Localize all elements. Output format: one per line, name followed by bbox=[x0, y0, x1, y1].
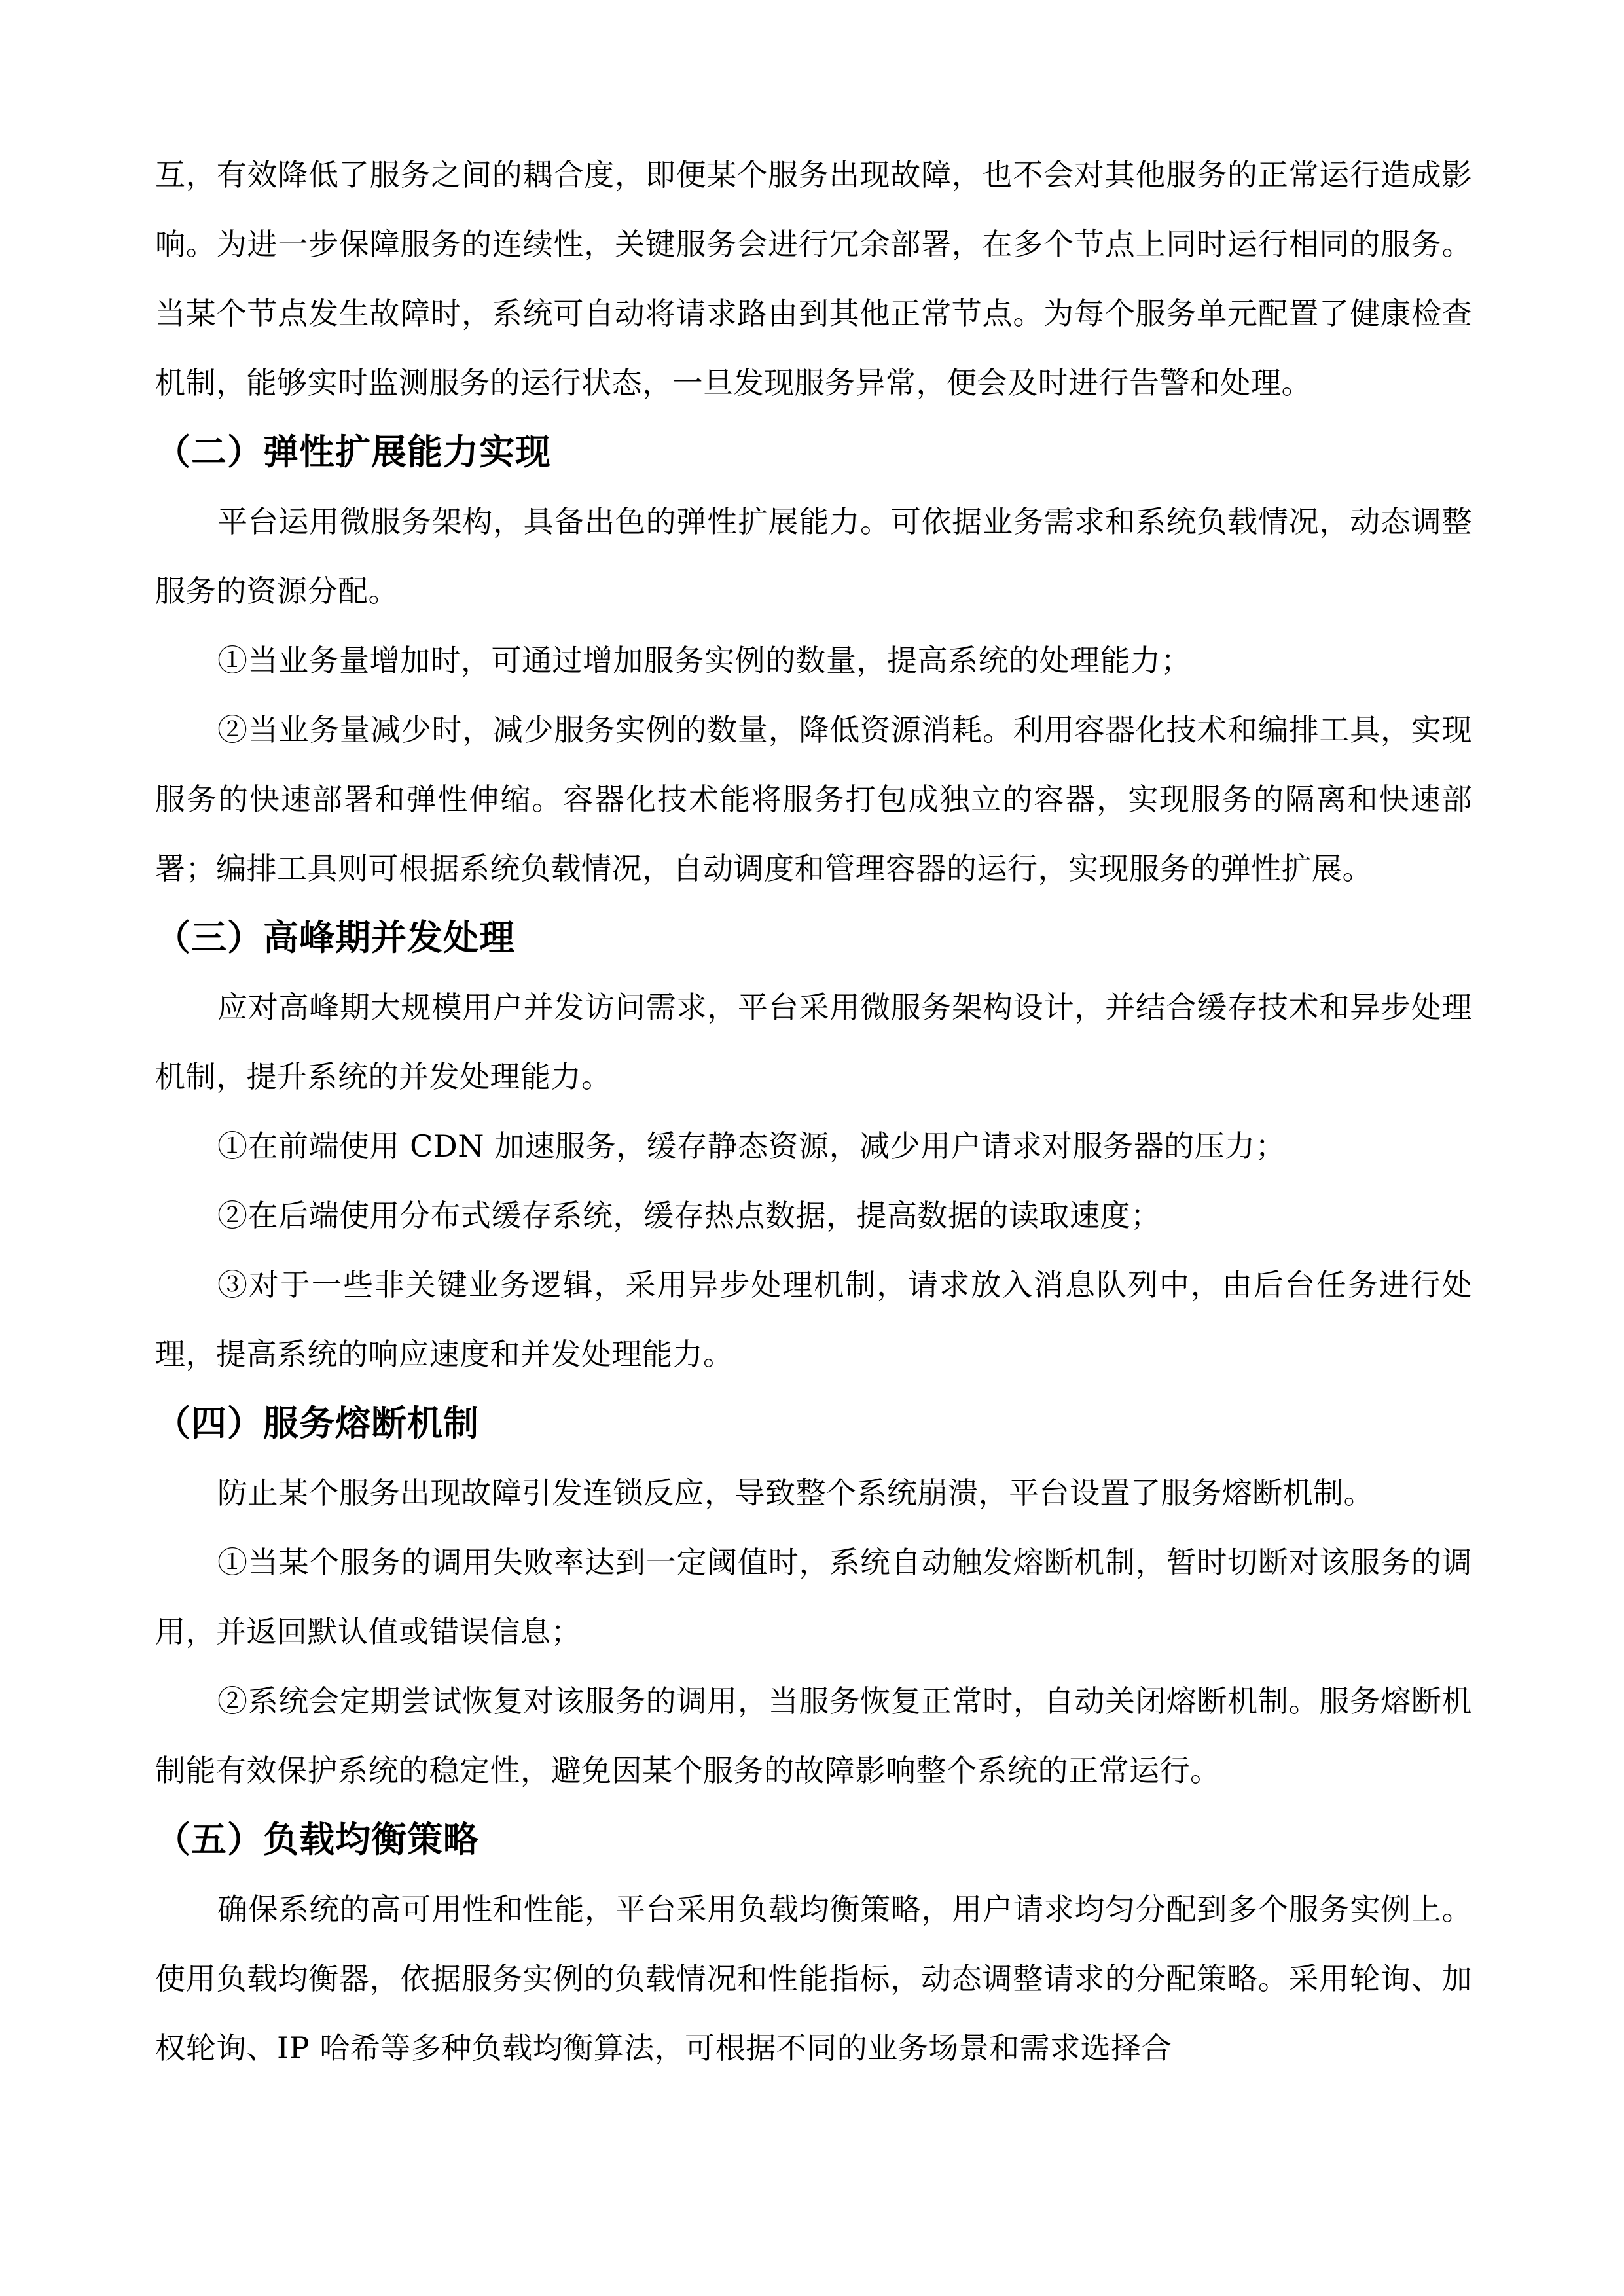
paragraph-elastic-item-1: ①当业务量增加时，可通过增加服务实例的数量，提高系统的处理能力； bbox=[217, 643, 1191, 678]
paragraph-elastic-intro: 平台运用微服务架构，具备出色的弹性扩展能力。可依据业务需求和系统负载情况，动态调整服务的资源分配。 bbox=[155, 504, 1472, 609]
section-heading-elastic-scaling: （二）弹性扩展能力实现 bbox=[155, 431, 551, 473]
paragraph-breaker-intro: 防止某个服务出现故障引发连锁反应，导致整个系统崩溃，平台设置了服务熔断机制。 bbox=[217, 1475, 1374, 1511]
paragraph-breaker-item-1: ①当某个服务的调用失败率达到一定阈值时，系统自动触发熔断机制，暂时切断对该服务的调用，并返回默认值或错误信息； bbox=[155, 1545, 1472, 1649]
section-heading-peak-concurrency: （三）高峰期并发处理 bbox=[155, 917, 515, 958]
paragraph-elastic-item-2: ②当业务量减少时，减少服务实例的数量，降低资源消耗。利用容器化技术和编排工具，实现服务的快速部署和弹性伸缩。容器化技术能将服务打包成独立的容器，实现服务的隔离和快速部署；编排工具则可根据系统负载情况，自动调度和管理容器的运行，实现服务的弹性扩展。 bbox=[155, 712, 1472, 886]
paragraph-concurrency-intro: 应对高峰期大规模用户并发访问需求，平台采用微服务架构设计，并结合缓存技术和异步处理机制，提升系统的并发处理能力。 bbox=[155, 990, 1472, 1094]
paragraph-load-balancing: 确保系统的高可用性和性能，平台采用负载均衡策略，用户请求均匀分配到多个服务实例上。使用负载均衡器，依据服务实例的负载情况和性能指标，动态调整请求的分配策略。采用轮询、加权轮询、IP 哈希等多种负载均衡算法，可根据不同的业务场景和需求选择合 bbox=[155, 1892, 1472, 2066]
paragraph-concurrency-item-2: ②在后端使用分布式缓存系统，缓存热点数据，提高数据的读取速度； bbox=[217, 1198, 1161, 1233]
paragraph-concurrency-item-3: ③对于一些非关键业务逻辑，采用异步处理机制，请求放入消息队列中，由后台任务进行处理，提高系统的响应速度和并发处理能力。 bbox=[155, 1267, 1472, 1372]
section-heading-load-balancing: （五）负载均衡策略 bbox=[155, 1819, 479, 1860]
paragraph-concurrency-item-1: ①在前端使用 CDN 加速服务，缓存静态资源，减少用户请求对服务器的压力； bbox=[217, 1128, 1286, 1164]
section-heading-circuit-breaker: （四）服务熔断机制 bbox=[155, 1403, 479, 1444]
document-page bbox=[155, 140, 1472, 2083]
paragraph-breaker-item-2: ②系统会定期尝试恢复对该服务的调用，当服务恢复正常时，自动关闭熔断机制。服务熔断机制能有效保护系统的稳定性，避免因某个服务的故障影响整个系统的正常运行。 bbox=[155, 1683, 1472, 1788]
paragraph-continuation: 互，有效降低了服务之间的耦合度，即便某个服务出现故障，也不会对其他服务的正常运行造成影响。为进一步保障服务的连续性，关键服务会进行冗余部署，在多个节点上同时运行相同的服务。当某个节点发生故障时，系统可自动将请求路由到其他正常节点。为每个服务单元配置了健康检查机制，能够实时监测服务的运行状态，一旦发现服务异常，便会及时进行告警和处理。 bbox=[155, 157, 1472, 401]
